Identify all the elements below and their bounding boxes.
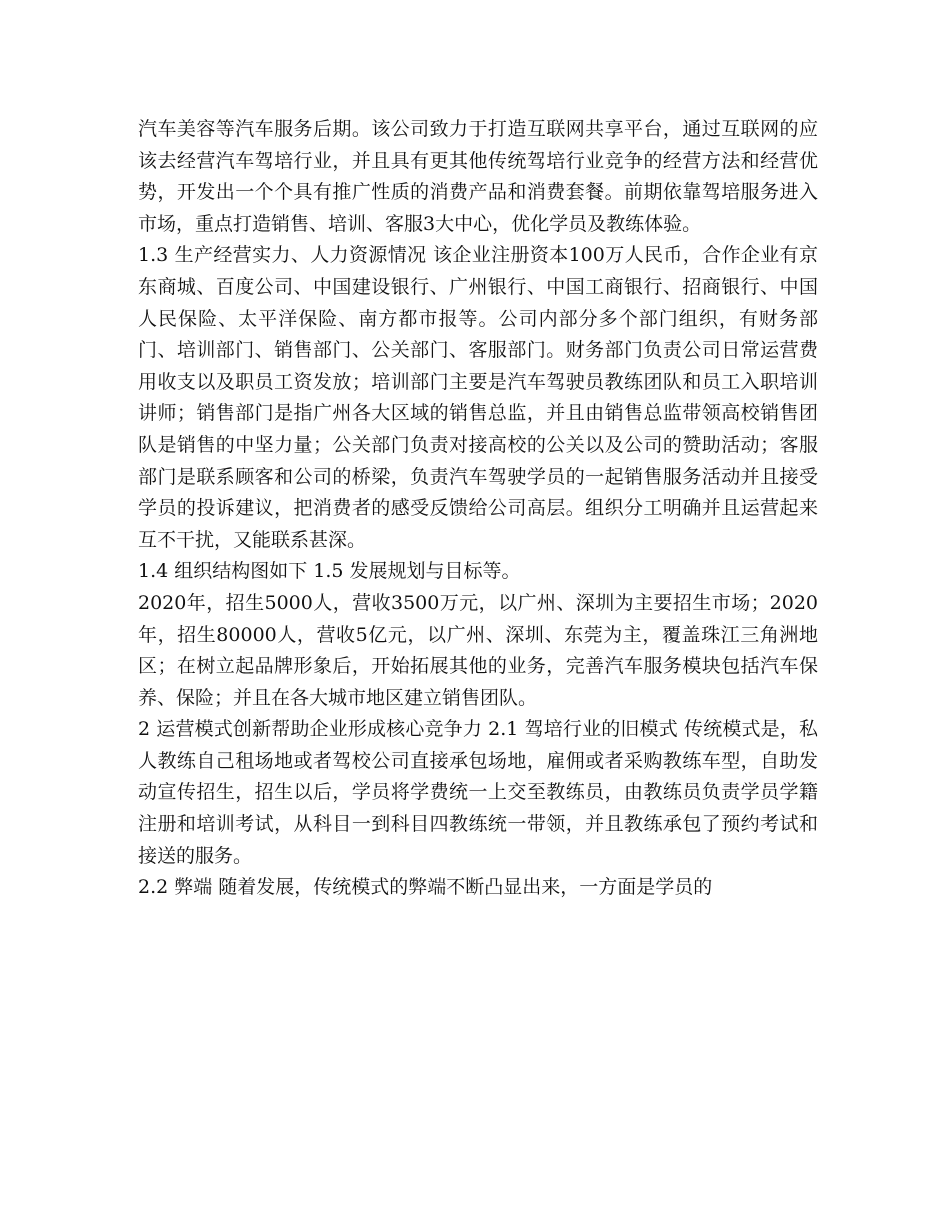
paragraph-development-goals: 2020年，招生5000人，营收3500万元，以广州、深圳为主要招生市场；2020年，招生80000人，营收5亿元，以广州、深圳、东莞为主，覆盖珠江三角洲地区；在树立起品牌形象后，开始拓展其他的业务，完善汽车服务模块包括汽车保养、保险；并且在各大城市地区建立销售团队。 <box>138 591 818 709</box>
paragraph-company-overview: 汽车美容等汽车服务后期。该公司致力于打造互联网共享平台，通过互联网的应该去经营汽车驾培行业，并且具有更其他传统驾培行业竞争的经营方法和经营优势，开发出一个个具有推广性质的消费产品和消费套餐。前期依靠驾培服务进入市场，重点打造销售、培训、客服3大中心，优化学员及教练体验。 <box>138 118 818 235</box>
document-body <box>138 114 818 904</box>
paragraph-section-1-3: 1.3 生产经营实力、人力资源情况 该企业注册资本100万人民币，合作企业有京东商城、百度公司、中国建设银行、广州银行、中国工商银行、招商银行、中国人民保险、太平洋保险、南方都市报等。公司内部分多个部门组织，有财务部门、培训部门、销售部门、公关部门、客服部门。财务部门负责公司日常运营费用收支以及职员工资发放；培训部门主要是汽车驾驶员教练团队和员工入职培训讲师；销售部门是指广州各大区域的销售总监，并且由销售总监带领高校销售团队是销售的中坚力量；公关部门负责对接高校的公关以及公司的赞助活动；客服部门是联系顾客和公司的桥梁，负责汽车驾驶学员的一起销售服务活动并且接受学员的投诉建议，把消费者的感受反馈给公司高层。组织分工明确并且运营起来互不干扰，又能联系甚深。 <box>138 244 818 551</box>
paragraph-section-1-4-1-5: 1.4 组织结构图如下 1.5 发展规划与目标等。 <box>138 560 521 583</box>
paragraph-section-2-2: 2.2 弊端 随着发展，传统模式的弊端不断凸显出来，一方面是学员的 <box>138 876 713 899</box>
paragraph-section-2-1: 2 运营模式创新帮助企业形成核心竞争力 2.1 驾培行业的旧模式 传统模式是，私人教练自己租场地或者驾校公司直接承包场地，雇佣或者采购教练车型，自助发动宣传招生，招生以后，学员将学费统一上交至教练员，由教练员负责学员学籍注册和培训考试，从科目一到科目四教练统一带领，并且教练承包了预约考试和接送的服务。 <box>138 718 818 867</box>
